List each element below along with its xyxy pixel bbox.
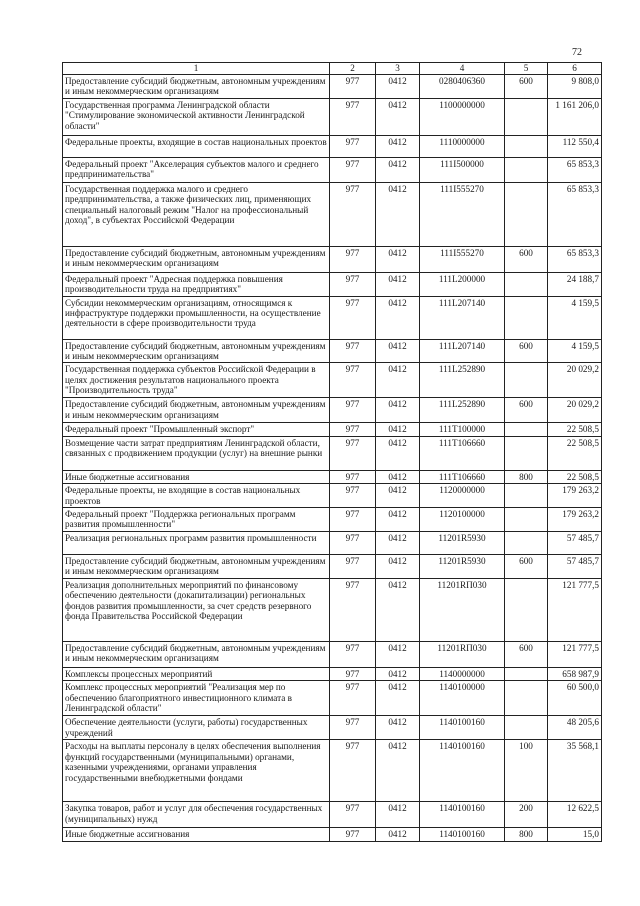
table-row [63, 75, 602, 99]
row-admin-cell: 977 [330, 75, 376, 99]
budget-table [62, 62, 602, 842]
row-target-cell: 111L252890 [420, 398, 505, 423]
row-name-cell: Комплекс процессных мероприятий "Реализация мер по обеспечению благоприятного инвестиционного климата в Ленинградской области" [63, 681, 330, 716]
row-amount-cell: 22 508,5 [548, 470, 602, 483]
row-name-cell: Федеральные проекты, входящие в состав национальных проектов [63, 135, 330, 157]
row-amount-cell: 20 029,2 [548, 398, 602, 423]
row-name-cell: Реализация дополнительных мероприятий по финансовому обеспечению деятельности (докапитализации) региональных фондов развития промышленности, за счет средств резервного фонда Правительства Российской Федерации [63, 579, 330, 642]
row-name-cell: Возмещение части затрат предприятиям Ленинградской области, связанных с продвижением продукции (услуг) на внешние рынки [63, 436, 330, 470]
row-section-cell: 0412 [376, 398, 420, 423]
row-amount-cell: 15,0 [548, 828, 602, 841]
row-target-cell: 111L207140 [420, 296, 505, 339]
row-section-cell: 0412 [376, 802, 420, 828]
row-admin-cell: 977 [330, 296, 376, 339]
row-target-cell: 1140000000 [420, 668, 505, 681]
table-row [63, 398, 602, 423]
table-row [63, 272, 602, 296]
row-name-cell: Предоставление субсидий бюджетным, автономным учреждениям и иным некоммерческим организациям [63, 555, 330, 579]
row-type-cell [505, 436, 548, 470]
row-admin-cell: 977 [330, 339, 376, 363]
row-admin-cell: 977 [330, 802, 376, 828]
row-section-cell: 0412 [376, 182, 420, 246]
column-header-target: 4 [420, 63, 505, 75]
row-name-cell: Федеральный проект "Поддержка региональных программ развития промышленности" [63, 508, 330, 532]
row-type-cell [505, 98, 548, 135]
row-type-cell [505, 484, 548, 508]
row-target-cell: 111L207140 [420, 339, 505, 363]
column-header-name: 1 [63, 63, 330, 75]
table-row [63, 668, 602, 681]
row-target-cell: 111I555270 [420, 182, 505, 246]
column-header-amount: 6 [548, 63, 602, 75]
row-amount-cell: 60 500,0 [548, 681, 602, 716]
row-amount-cell: 4 159,5 [548, 296, 602, 339]
row-type-cell: 800 [505, 828, 548, 841]
table-row [63, 716, 602, 740]
column-header-section: 3 [376, 63, 420, 75]
table-row [63, 555, 602, 579]
row-section-cell: 0412 [376, 508, 420, 532]
row-type-cell: 100 [505, 740, 548, 802]
row-type-cell [505, 668, 548, 681]
row-target-cell: 1140100160 [420, 802, 505, 828]
row-target-cell: 0280406360 [420, 75, 505, 99]
row-amount-cell: 9 808,0 [548, 75, 602, 99]
table-header-row [63, 63, 602, 75]
row-target-cell: 111I555270 [420, 246, 505, 272]
row-admin-cell: 977 [330, 532, 376, 555]
row-target-cell: 1110000000 [420, 135, 505, 157]
table-row [63, 98, 602, 135]
column-header-type: 5 [505, 63, 548, 75]
row-admin-cell: 977 [330, 135, 376, 157]
row-amount-cell: 179 263,2 [548, 484, 602, 508]
page-number: 72 [572, 47, 582, 58]
row-amount-cell: 35 568,1 [548, 740, 602, 802]
table-row [63, 423, 602, 436]
row-section-cell: 0412 [376, 363, 420, 398]
row-type-cell: 600 [505, 642, 548, 668]
row-name-cell: Субсидии некоммерческим организациям, относящимся к инфраструктуре поддержки промышленности, на осуществление деятельности в сфере производительности труда [63, 296, 330, 339]
row-admin-cell: 977 [330, 716, 376, 740]
row-section-cell: 0412 [376, 740, 420, 802]
row-type-cell [505, 296, 548, 339]
row-name-cell: Федеральный проект "Адресная поддержка повышения производительности труда на предприятиях" [63, 272, 330, 296]
row-amount-cell: 65 853,3 [548, 157, 602, 182]
table-row [63, 642, 602, 668]
row-section-cell: 0412 [376, 668, 420, 681]
row-section-cell: 0412 [376, 828, 420, 841]
table-row [63, 681, 602, 716]
row-amount-cell: 4 159,5 [548, 339, 602, 363]
table-row [63, 296, 602, 339]
row-type-cell [505, 272, 548, 296]
row-type-cell: 600 [505, 555, 548, 579]
row-type-cell [505, 182, 548, 246]
row-target-cell: 111T106660 [420, 470, 505, 483]
row-name-cell: Комплексы процессных мероприятий [63, 668, 330, 681]
row-section-cell: 0412 [376, 157, 420, 182]
row-admin-cell: 977 [330, 555, 376, 579]
row-type-cell [505, 157, 548, 182]
row-amount-cell: 20 029,2 [548, 363, 602, 398]
row-admin-cell: 977 [330, 740, 376, 802]
row-section-cell: 0412 [376, 555, 420, 579]
row-type-cell: 800 [505, 470, 548, 483]
row-type-cell: 600 [505, 339, 548, 363]
row-type-cell [505, 363, 548, 398]
row-target-cell: 111L252890 [420, 363, 505, 398]
table-row [63, 246, 602, 272]
row-name-cell: Государственная поддержка малого и среднего предпринимательства, а также физических лиц, применяющих специальный налоговый режим "Налог на профессиональный доход", в субъектах Российской Федерации [63, 182, 330, 246]
row-target-cell: 1140100160 [420, 828, 505, 841]
row-type-cell: 600 [505, 246, 548, 272]
row-target-cell: 11201RП030 [420, 579, 505, 642]
row-name-cell: Федеральные проекты, не входящие в состав национальных проектов [63, 484, 330, 508]
row-admin-cell: 977 [330, 579, 376, 642]
row-type-cell: 600 [505, 75, 548, 99]
row-section-cell: 0412 [376, 272, 420, 296]
table-row [63, 828, 602, 841]
row-section-cell: 0412 [376, 681, 420, 716]
column-header-admin: 2 [330, 63, 376, 75]
row-target-cell: 111I500000 [420, 157, 505, 182]
row-admin-cell: 977 [330, 828, 376, 841]
row-section-cell: 0412 [376, 470, 420, 483]
row-name-cell: Федеральный проект "Промышленный экспорт" [63, 423, 330, 436]
row-target-cell: 1100000000 [420, 98, 505, 135]
row-target-cell: 111L200000 [420, 272, 505, 296]
table-row [63, 135, 602, 157]
row-name-cell: Предоставление субсидий бюджетным, автономным учреждениям и иным некоммерческим организациям [63, 642, 330, 668]
table-row [63, 532, 602, 555]
row-name-cell: Расходы на выплаты персоналу в целях обеспечения выполнения функций государственными (муниципальными) органами, казенными учреждениями, органами управления государственными внебюджетными фондами [63, 740, 330, 802]
row-amount-cell: 65 853,3 [548, 246, 602, 272]
row-admin-cell: 977 [330, 484, 376, 508]
row-section-cell: 0412 [376, 436, 420, 470]
row-type-cell [505, 423, 548, 436]
row-section-cell: 0412 [376, 75, 420, 99]
row-admin-cell: 977 [330, 398, 376, 423]
row-admin-cell: 977 [330, 470, 376, 483]
table-row [63, 579, 602, 642]
row-name-cell: Обеспечение деятельности (услуги, работы) государственных учреждений [63, 716, 330, 740]
row-name-cell: Предоставление субсидий бюджетным, автономным учреждениям и иным некоммерческим организациям [63, 339, 330, 363]
row-type-cell [505, 681, 548, 716]
row-name-cell: Предоставление субсидий бюджетным, автономным учреждениям и иным некоммерческим организациям [63, 398, 330, 423]
row-section-cell: 0412 [376, 135, 420, 157]
row-admin-cell: 977 [330, 642, 376, 668]
row-type-cell: 600 [505, 398, 548, 423]
row-section-cell: 0412 [376, 339, 420, 363]
row-section-cell: 0412 [376, 579, 420, 642]
row-type-cell [505, 532, 548, 555]
row-name-cell: Реализация региональных программ развития промышленности [63, 532, 330, 555]
row-amount-cell: 48 205,6 [548, 716, 602, 740]
row-name-cell: Предоставление субсидий бюджетным, автономным учреждениям и иным некоммерческим организациям [63, 75, 330, 99]
row-name-cell: Государственная программа Ленинградской области "Стимулирование экономической активности Ленинградской области" [63, 98, 330, 135]
row-name-cell: Предоставление субсидий бюджетным, автономным учреждениям и иным некоммерческим организациям [63, 246, 330, 272]
row-admin-cell: 977 [330, 363, 376, 398]
row-amount-cell: 57 485,7 [548, 532, 602, 555]
row-target-cell: 11201R5930 [420, 555, 505, 579]
row-target-cell: 1140100160 [420, 716, 505, 740]
table-row [63, 802, 602, 828]
table-row [63, 508, 602, 532]
row-name-cell: Государственная поддержка субъектов Российской Федерации в целях достижения результатов национального проекта "Производительность труда" [63, 363, 330, 398]
row-amount-cell: 65 853,3 [548, 182, 602, 246]
row-admin-cell: 977 [330, 668, 376, 681]
row-section-cell: 0412 [376, 296, 420, 339]
row-amount-cell: 22 508,5 [548, 423, 602, 436]
row-admin-cell: 977 [330, 681, 376, 716]
table-row [63, 484, 602, 508]
row-target-cell: 111T106660 [420, 436, 505, 470]
row-section-cell: 0412 [376, 642, 420, 668]
row-admin-cell: 977 [330, 98, 376, 135]
row-amount-cell: 1 161 206,0 [548, 98, 602, 135]
row-amount-cell: 57 485,7 [548, 555, 602, 579]
row-name-cell: Иные бюджетные ассигнования [63, 828, 330, 841]
row-type-cell: 200 [505, 802, 548, 828]
row-target-cell: 1120100000 [420, 508, 505, 532]
row-name-cell: Федеральный проект "Акселерация субъектов малого и среднего предпринимательства" [63, 157, 330, 182]
table-row [63, 182, 602, 246]
row-section-cell: 0412 [376, 532, 420, 555]
row-target-cell: 11201R5930 [420, 532, 505, 555]
row-target-cell: 11201RП030 [420, 642, 505, 668]
row-section-cell: 0412 [376, 484, 420, 508]
row-target-cell: 111T100000 [420, 423, 505, 436]
row-target-cell: 1140100000 [420, 681, 505, 716]
row-amount-cell: 24 188,7 [548, 272, 602, 296]
row-type-cell [505, 508, 548, 532]
table-row [63, 363, 602, 398]
row-target-cell: 1120000000 [420, 484, 505, 508]
row-section-cell: 0412 [376, 716, 420, 740]
row-amount-cell: 179 263,2 [548, 508, 602, 532]
row-type-cell [505, 135, 548, 157]
table-row [63, 339, 602, 363]
row-admin-cell: 977 [330, 436, 376, 470]
table-row [63, 436, 602, 470]
row-amount-cell: 12 622,5 [548, 802, 602, 828]
row-name-cell: Закупка товаров, работ и услуг для обеспечения государственных (муниципальных) нужд [63, 802, 330, 828]
row-amount-cell: 121 777,5 [548, 642, 602, 668]
table-row [63, 157, 602, 182]
row-type-cell [505, 579, 548, 642]
table-body [63, 75, 602, 842]
row-admin-cell: 977 [330, 157, 376, 182]
row-amount-cell: 658 987,9 [548, 668, 602, 681]
row-target-cell: 1140100160 [420, 740, 505, 802]
row-admin-cell: 977 [330, 272, 376, 296]
row-section-cell: 0412 [376, 246, 420, 272]
row-section-cell: 0412 [376, 423, 420, 436]
row-admin-cell: 977 [330, 423, 376, 436]
row-name-cell: Иные бюджетные ассигнования [63, 470, 330, 483]
row-section-cell: 0412 [376, 98, 420, 135]
row-amount-cell: 121 777,5 [548, 579, 602, 642]
row-admin-cell: 977 [330, 246, 376, 272]
table-row [63, 740, 602, 802]
table-row [63, 470, 602, 483]
row-amount-cell: 22 508,5 [548, 436, 602, 470]
row-type-cell [505, 716, 548, 740]
row-amount-cell: 112 550,4 [548, 135, 602, 157]
row-admin-cell: 977 [330, 182, 376, 246]
row-admin-cell: 977 [330, 508, 376, 532]
